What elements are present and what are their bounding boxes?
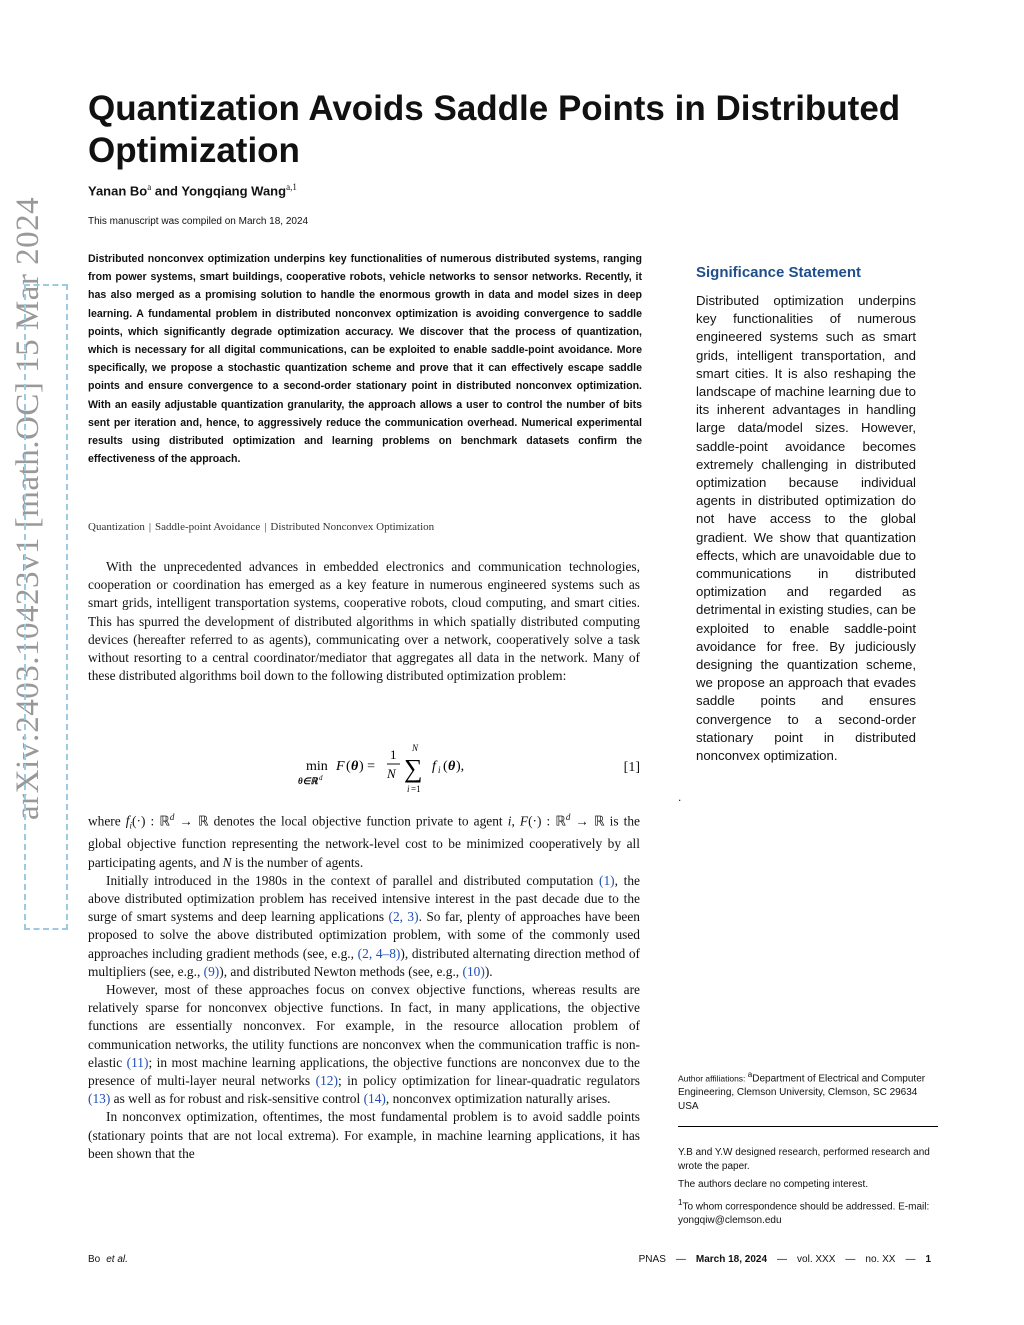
citation-link[interactable]: (12): [315, 1072, 338, 1088]
footer-journal-info: PNAS — March 18, 2024 — vol. XXX — no. XX — 1: [638, 1254, 931, 1265]
citation-link[interactable]: (13): [88, 1091, 111, 1107]
affiliations-text: Department of Electrical and Computer Engineering, Clemson University, Clemson, SC 29634 USA: [678, 1073, 926, 1113]
competing-interest-note: The authors declare no competing interest.: [678, 1179, 869, 1190]
svg-text:(: (: [346, 759, 351, 774]
citation-link[interactable]: (1): [599, 872, 615, 888]
svg-text:f: f: [432, 759, 436, 774]
svg-text:∑: ∑: [404, 754, 423, 783]
footer-vol: vol. XXX: [797, 1254, 836, 1265]
svg-text:d: d: [319, 774, 323, 782]
svg-text:i: i: [407, 784, 410, 794]
svg-text:),: ),: [456, 759, 465, 774]
svg-text:θ: θ: [351, 759, 359, 774]
body-paragraph: where $f_i(\cdot)$ : ℝ$^d$ → ℝ denotes the local objective function private to agent i, F(·) : ℝ$^d$ → ℝ is the global objective function representing the network-level cost to be minimized cooperatively by all participating agents, and N is the number of agents.: [88, 812, 640, 870]
keyword-separator: |: [148, 521, 152, 533]
citation-link[interactable]: (2, 4–8): [357, 945, 401, 961]
svg-text:N: N: [387, 766, 396, 781]
affiliations-label: Author affiliations:: [678, 1073, 748, 1084]
svg-text:) =: ) =: [359, 759, 376, 774]
keyword: Distributed Nonconvex Optimization: [270, 521, 435, 533]
body-continued: [88, 808, 640, 1163]
equation-1: [88, 740, 640, 800]
keyword: Quantization: [88, 521, 145, 533]
footer-no: no. XX: [865, 1254, 896, 1265]
abstract: Distributed nonconvex optimization underpins key functionalities of numerous distributed systems, ranging from power systems, smart buildings, cooperative robots, vehicle networks to sensor networks. Recently, it has also merged as a promising solution to handle the enormous growth in data and model sizes in deep learning. A fundamental problem in distributed nonconvex optimization is avoiding convergence to saddle points, which significantly degrade optimization accuracy. We discover that the process of quantization, which is necessary for all digital communications, can be exploited to enable saddle-point avoidance. More specifically, we propose a stochastic quantization scheme and prove that it can effectively escape saddle points and ensure convergence to a second-order stationary point in distributed nonconvex optimization. With an easily adjustable quantization granularity, the approach allows a user to control the number of bits sent per iteration and, hence, to aggressively reduce the communication overhead. Numerical experimental results using distributed optimization and learning problems on benchmark datasets confirm the effectiveness of the approach.: [88, 253, 642, 466]
keywords: [88, 521, 434, 533]
paper-title: Quantization Avoids Saddle Points in Distributed Optimization: [88, 89, 901, 170]
body-paragraph: Initially introduced in the 1980s in the context of parallel and distributed computation (1), the above distributed optimization problem has received intensive interest in the past decade due to the surge of smart systems and deep learning applications (2, 3). So far, plenty of approaches have been proposed to solve the above distributed optimization problem, with some of the commonly used approaches including gradient methods (see, e.g., (2, 4–8)), distributed alternating direction method of multipliers (see, e.g., (9)), and distributed Newton methods (see, e.g., (10)).: [88, 872, 641, 979]
svg-text:(: (: [443, 759, 448, 774]
corr-text: To whom correspondence should be addressed. E-mail: yongqiw@clemson.edu: [678, 1201, 930, 1227]
compiled-date: This manuscript was compiled on March 18, 2024: [88, 216, 309, 227]
body-paragraph: In nonconvex optimization, oftentimes, the most fundamental problem is to avoid saddle points (stationary points that are not local extrema). For example, in machine learning applications, it has been shown that the: [88, 1109, 640, 1161]
author-affil-sup: a: [147, 182, 152, 192]
equation-math: [298, 740, 546, 800]
svg-text:min: min: [306, 759, 328, 774]
arxiv-id-box: [24, 284, 68, 930]
significance-title: Significance Statement: [696, 264, 862, 281]
corr-sup: 1: [678, 1198, 683, 1207]
footer-author: Bo et al.: [88, 1254, 128, 1265]
author-and: and: [151, 183, 182, 199]
significance-text: Distributed optimization underpins key functionalities of numerous engineered systems such as smart grids, intelligent transportation, and smart cities. It is also reshaping the landscape of machine learning due to its inherent advantages in handling large data/model sizes. However, saddle-point avoidance becomes extremely challenging in distributed optimization because individual agents in distributed optimization do not have access to the global gradient. We show that quantization effects, which are unavoidable due to communications in distributed optimization and regarded as detrimental in existing studies, can be exploited to enable saddle-point avoidance for free. By judiciously designing the quantization scheme, we propose an approach that evades saddle points and ensures convergence to a second-order stationary point in distributed nonconvex optimization.: [696, 293, 916, 764]
svg-text:i: i: [438, 765, 441, 775]
intro-section: [88, 558, 640, 685]
citation-link[interactable]: (14): [363, 1091, 386, 1107]
author-affil-sup: a,1: [286, 182, 297, 192]
footer-etal: et al.: [106, 1254, 128, 1265]
page-number: 1: [925, 1254, 931, 1265]
citation-link[interactable]: (2, 3): [388, 909, 419, 925]
svg-text:=1: =1: [411, 784, 421, 794]
author-name: Yongqiang Wang: [181, 183, 287, 199]
citation-link[interactable]: (9): [203, 963, 220, 979]
affil-sup: a: [747, 1070, 753, 1079]
keyword-separator: |: [264, 521, 267, 533]
significance-dot: .: [678, 790, 682, 804]
body-paragraph: With the unprecedented advances in embedded electronics and communication technologies, cooperation or coordination has emerged as a key feature in numerous engineered systems such as smart grids, intelligent transportation systems, cooperative robots, cloud computing, and smart cities. This has spurred the development of distributed algorithms in which spatially distributed computing devices (hereafter referred to as agents), communicating over a network, cooperatively solve a task without resorting to a central coordinator/mediator that aggregates all data in the network. Many of these distributed algorithms boil down to the following distributed optimization problem:: [88, 559, 640, 684]
svg-text:θ∈ℝ: θ∈ℝ: [298, 776, 318, 786]
footer-journal: PNAS: [638, 1254, 666, 1265]
author-affiliations: [678, 1068, 938, 1114]
svg-text:N: N: [412, 743, 419, 753]
svg-text:θ: θ: [448, 759, 456, 774]
arxiv-id-text: arXiv:2403.10423v1 [math.OC] 15 Mar 2024: [10, 196, 46, 820]
keyword: Saddle-point Avoidance: [155, 521, 261, 533]
author-name: Yanan Bo: [88, 183, 148, 199]
author-list: [88, 182, 297, 198]
citation-link[interactable]: (11): [126, 1054, 149, 1070]
equation-number: [1]: [623, 760, 640, 775]
footer-date: March 18, 2024: [695, 1254, 768, 1265]
svg-text:1: 1: [390, 747, 397, 762]
citation-link[interactable]: (10): [462, 963, 485, 979]
svg-text:F: F: [336, 759, 345, 774]
notes-divider: [678, 1126, 938, 1127]
correspondence-note: [678, 1196, 938, 1228]
contribution-note: Y.B and Y.W designed research, performed research and wrote the paper.: [678, 1147, 930, 1172]
body-paragraph: However, most of these approaches focus on convex objective functions, whereas results are relatively sparse for nonconvex objective functions. In fact, in many applications, the objective functions are essentially nonconvex. For example, in the resource allocation problem of communication networks, the utility functions are nonconvex when the communication traffic is non-elastic (11); in most machine learning applications, the objective functions are nonconvex due to the presence of multi-layer neural networks (12); in policy optimization for linear-quadratic regulators (13) as well as for robust and risk-sensitive control (14), nonconvex optimization naturally arises.: [88, 981, 640, 1107]
